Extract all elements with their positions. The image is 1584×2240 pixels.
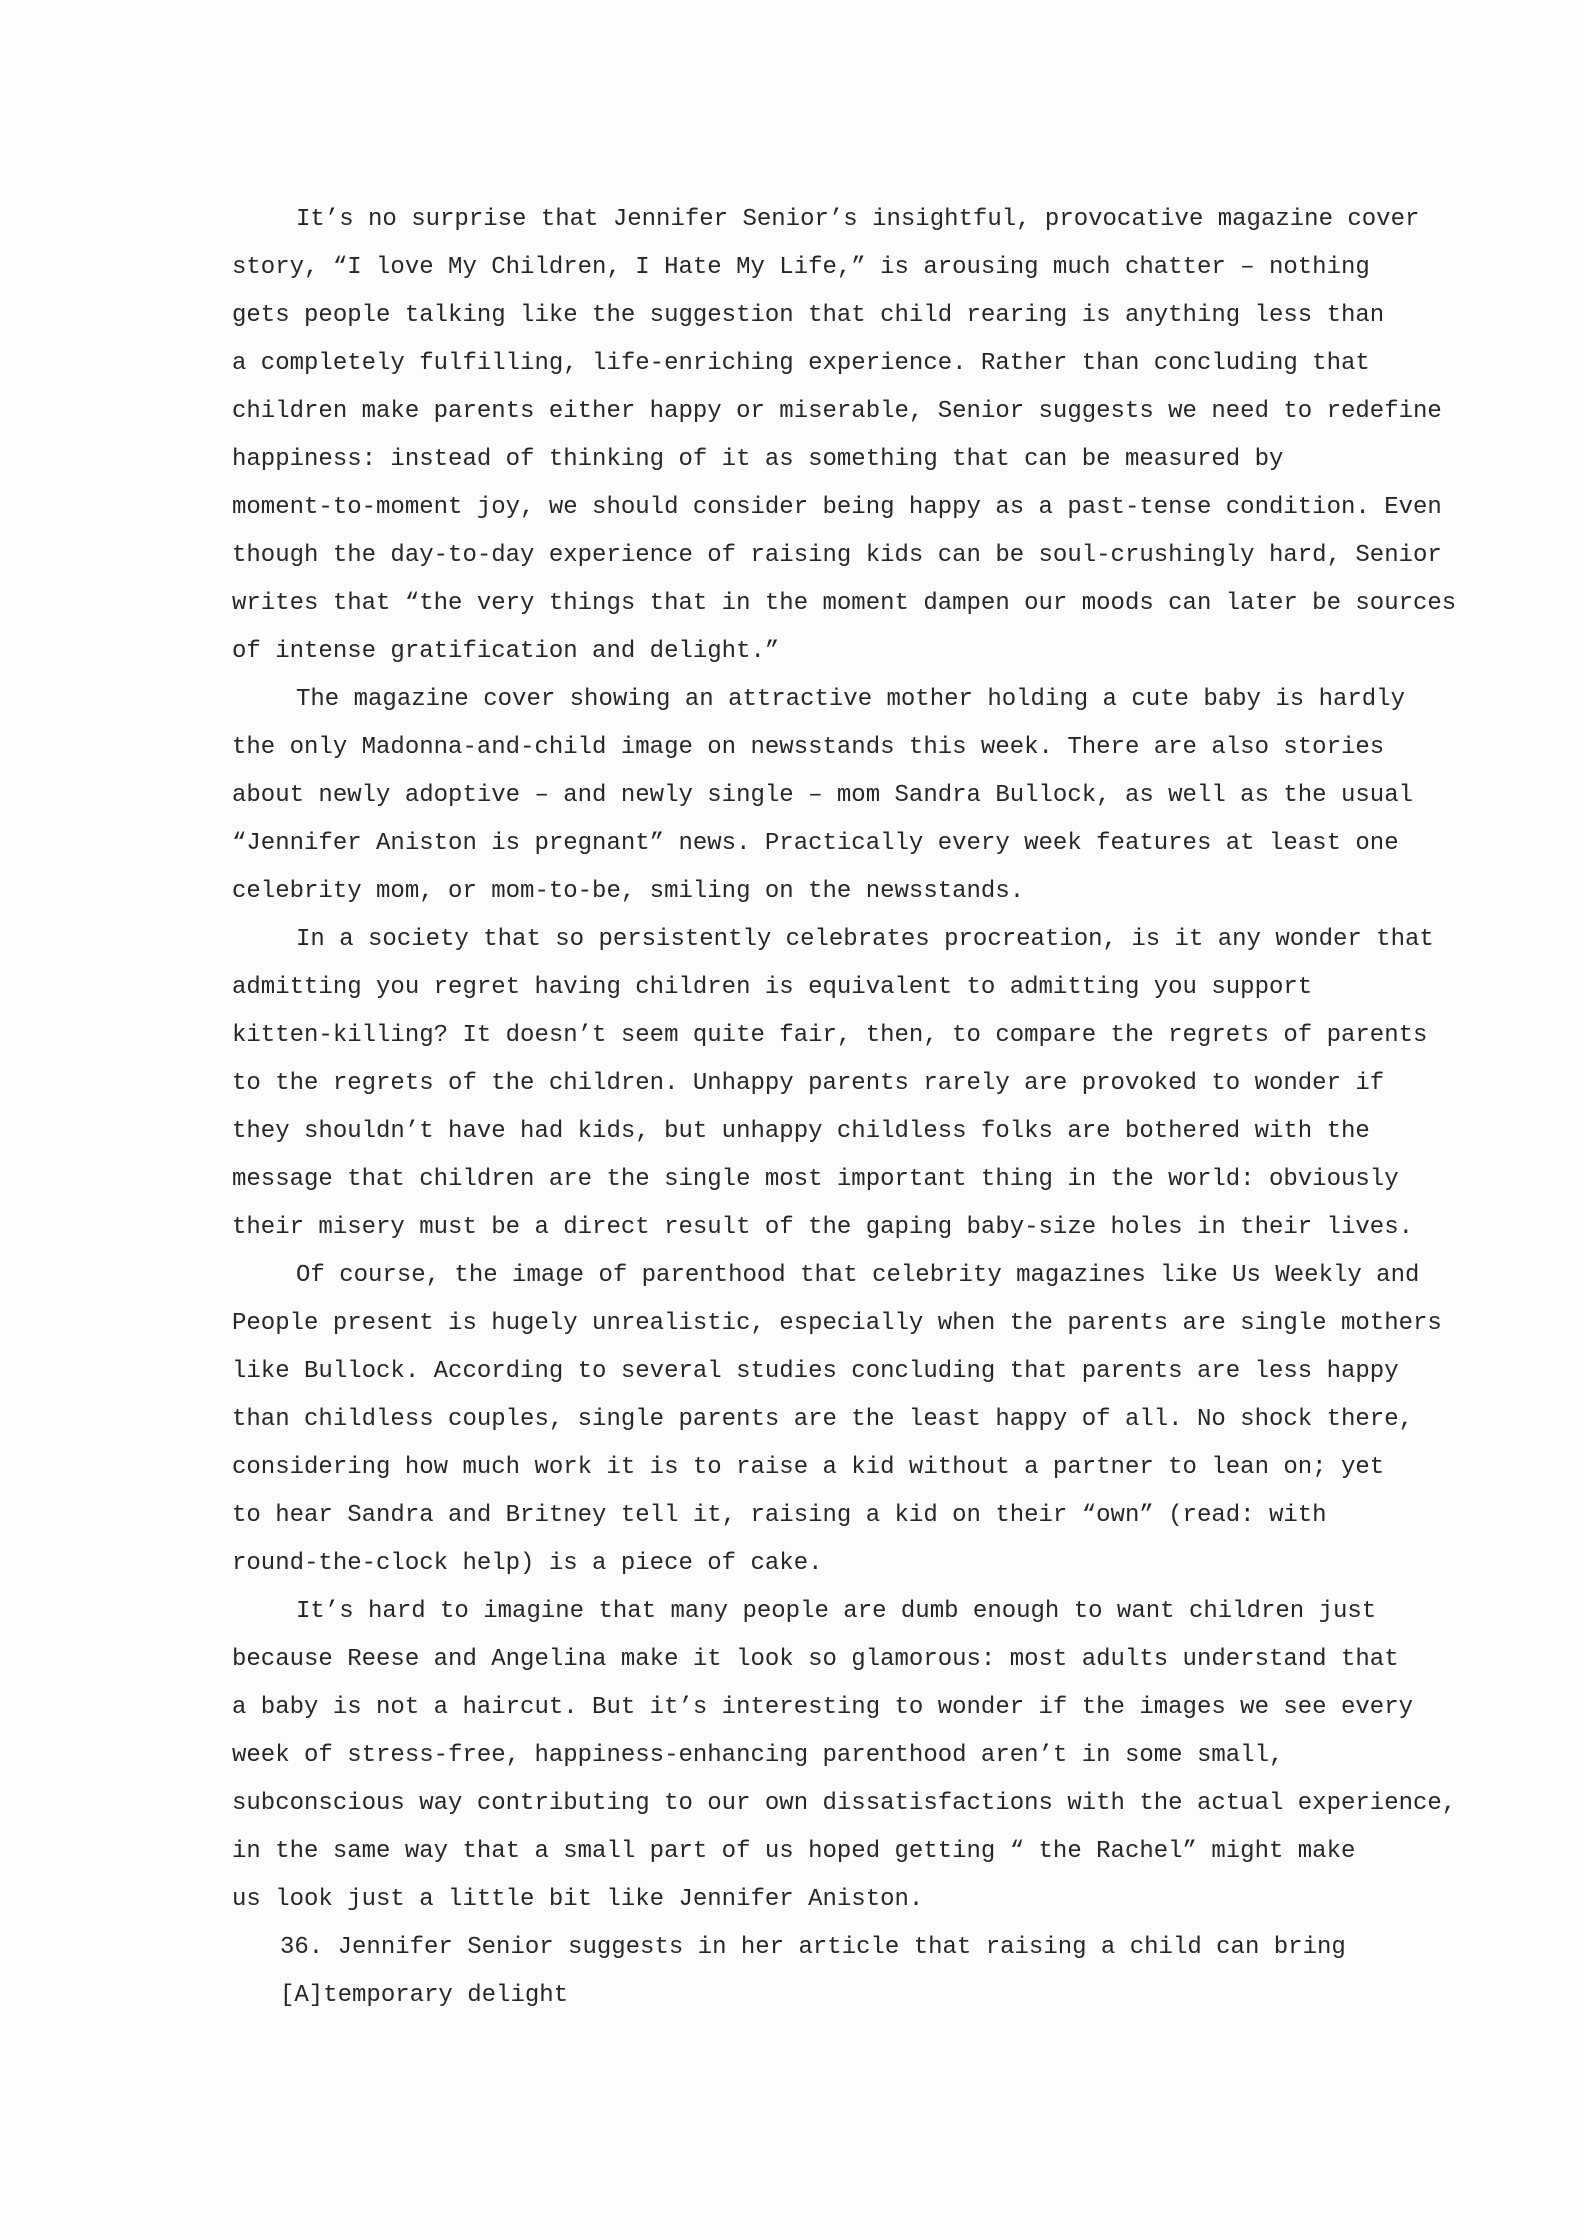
passage-line: a completely fulfilling, life-enriching experience. Rather than concluding that	[232, 350, 1370, 377]
question-option-a: [A]temporary delight	[280, 1982, 569, 2009]
passage-line: It’s no surprise that Jennifer Senior’s insightful, provocative magazine cover	[296, 206, 1420, 233]
paragraph-4	[232, 1252, 1442, 1588]
passage-line: It’s hard to imagine that many people are dumb enough to want children just	[296, 1598, 1377, 1625]
passage-line: us look just a little bit like Jennifer Aniston.	[232, 1886, 924, 1913]
passage-line: than childless couples, single parents are the least happy of all. No shock there,	[232, 1406, 1413, 1433]
passage-line: People present is hugely unrealistic, especially when the parents are single mothers	[232, 1310, 1442, 1337]
passage-line: week of stress-free, happiness-enhancing parenthood aren’t in some small,	[232, 1742, 1284, 1769]
passage-line: In a society that so persistently celebrates procreation, is it any wonder that	[296, 926, 1434, 953]
question-36	[232, 1924, 1432, 2020]
passage-line: round-the-clock help) is a piece of cake.	[232, 1550, 823, 1577]
question-stem: 36. Jennifer Senior suggests in her article that raising a child can bring	[280, 1934, 1346, 1961]
passage-line: of intense gratification and delight.”	[232, 638, 780, 665]
passage-line: about newly adoptive – and newly single – mom Sandra Bullock, as well as the usual	[232, 782, 1413, 809]
passage-line: moment-to-moment joy, we should consider being happy as a past-tense condition. Even	[232, 494, 1442, 521]
passage-line: gets people talking like the suggestion that child rearing is anything less than	[232, 302, 1385, 329]
passage-line: in the same way that a small part of us hoped getting “ the Rachel” might make	[232, 1838, 1356, 1865]
passage-line: “Jennifer Aniston is pregnant” news. Practically every week features at least one	[232, 830, 1399, 857]
passage-line: writes that “the very things that in the moment dampen our moods can later be sources	[232, 590, 1457, 617]
passage-line: to hear Sandra and Britney tell it, raising a kid on their “own” (read: with	[232, 1502, 1327, 1529]
passage-line: they shouldn’t have had kids, but unhappy childless folks are bothered with the	[232, 1118, 1370, 1145]
paragraph-2	[232, 676, 1432, 916]
passage-line: celebrity mom, or mom-to-be, smiling on the newsstands.	[232, 878, 1025, 905]
paragraph-5	[232, 1588, 1457, 1924]
passage-line: kitten-killing? It doesn’t seem quite fair, then, to compare the regrets of parents	[232, 1022, 1428, 1049]
passage-line: considering how much work it is to raise a kid without a partner to lean on; yet	[232, 1454, 1385, 1481]
paragraph-3	[232, 916, 1432, 1252]
passage-line: like Bullock. According to several studies concluding that parents are less happy	[232, 1358, 1399, 1385]
passage-line: happiness: instead of thinking of it as something that can be measured by	[232, 446, 1284, 473]
passage-line: the only Madonna-and-child image on newsstands this week. There are also stories	[232, 734, 1385, 761]
passage-line: story, “I love My Children, I Hate My Life,” is arousing much chatter – nothing	[232, 254, 1370, 281]
passage-line: a baby is not a haircut. But it’s interesting to wonder if the images we see every	[232, 1694, 1413, 1721]
passage-line: subconscious way contributing to our own dissatisfactions with the actual experience,	[232, 1790, 1457, 1817]
paragraph-1	[232, 196, 1457, 676]
passage-line: The magazine cover showing an attractive mother holding a cute baby is hardly	[296, 686, 1405, 713]
passage-line: message that children are the single most important thing in the world: obviously	[232, 1166, 1399, 1193]
passage-line: admitting you regret having children is equivalent to admitting you support	[232, 974, 1313, 1001]
passage-line: to the regrets of the children. Unhappy parents rarely are provoked to wonder if	[232, 1070, 1385, 1097]
passage-line: children make parents either happy or miserable, Senior suggests we need to redefine	[232, 398, 1442, 425]
passage-text-block	[232, 196, 1457, 2020]
passage-line: Of course, the image of parenthood that celebrity magazines like Us Weekly and	[296, 1262, 1420, 1289]
passage-line: their misery must be a direct result of the gaping baby-size holes in their lives.	[232, 1214, 1413, 1241]
passage-line: though the day-to-day experience of raising kids can be soul-crushingly hard, Senior	[232, 542, 1442, 569]
passage-line: because Reese and Angelina make it look so glamorous: most adults understand that	[232, 1646, 1399, 1673]
